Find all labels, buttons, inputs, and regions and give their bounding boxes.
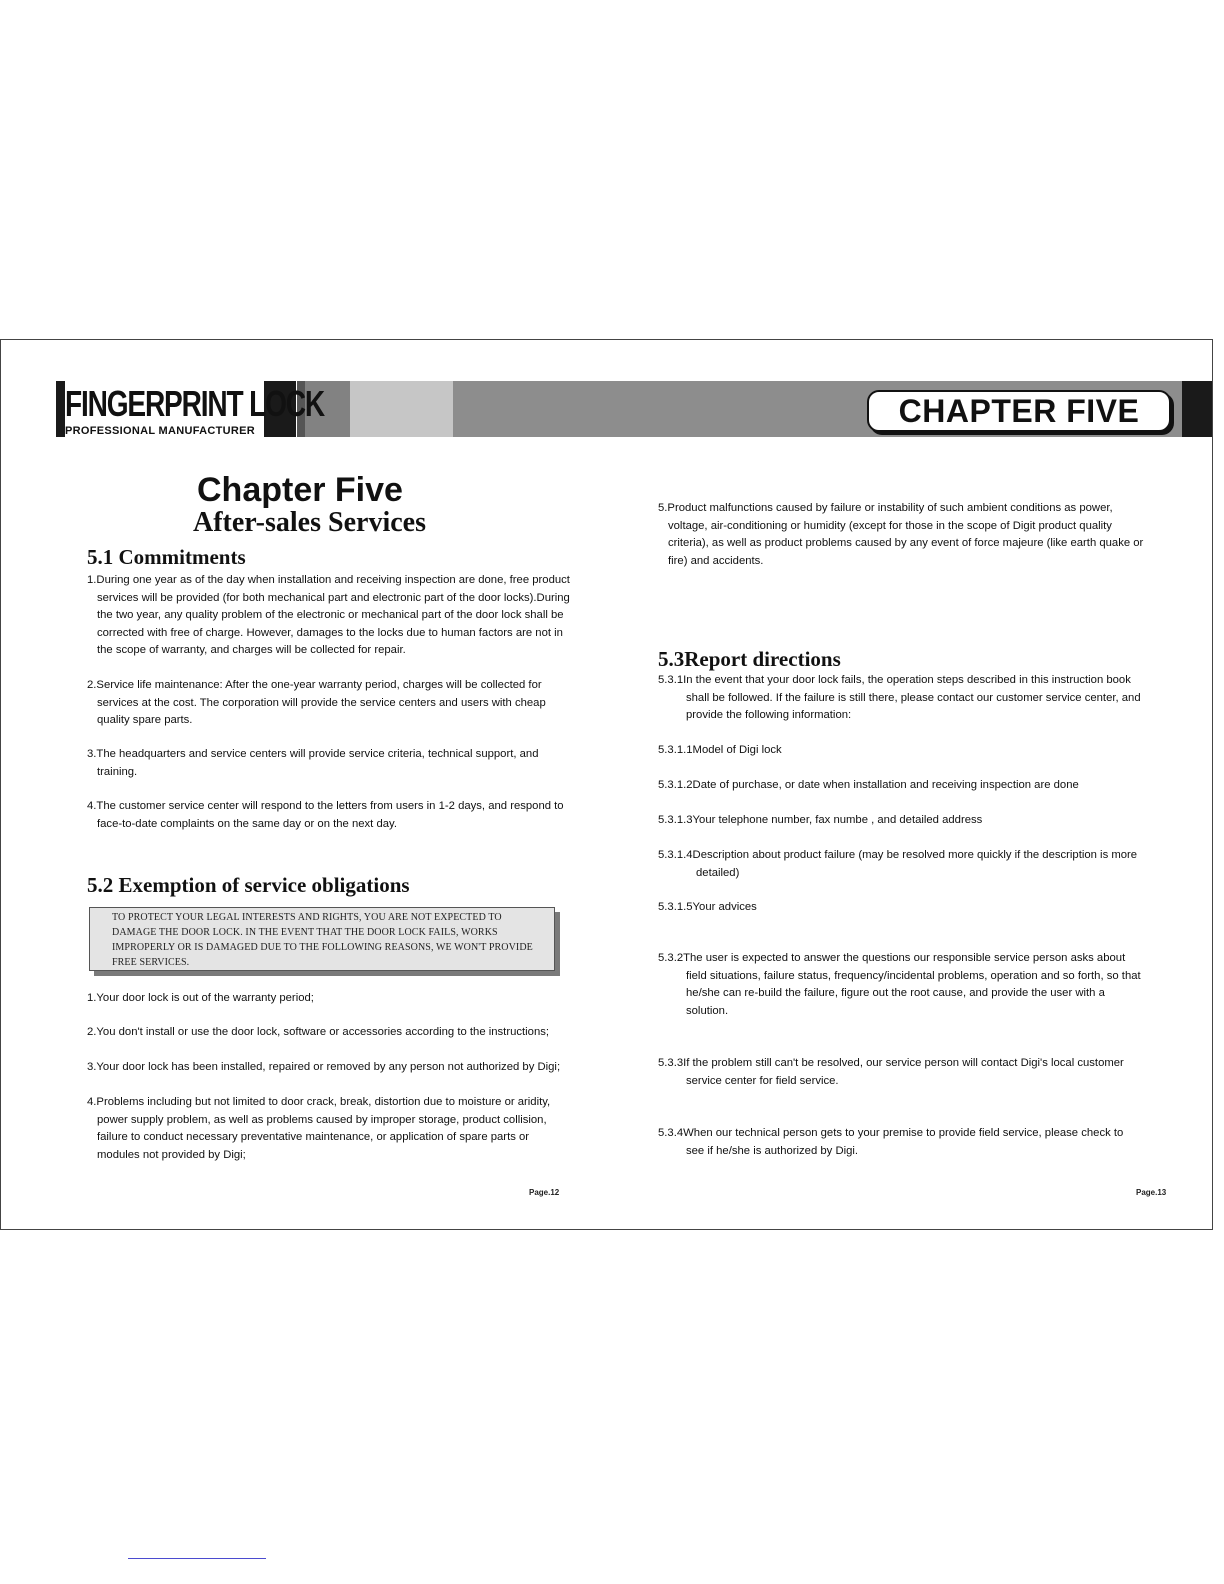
commitment-2: 2.Service life maintenance: After the one-year warranty period, charges will be collected for services at the cost. The corporation will provide the service centers and users with cheap quality spare parts. <box>87 679 546 726</box>
report-5-3-1-4: 5.3.1.4Description about product failure (may be resolved more quickly if the description is more detailed) <box>658 849 1138 879</box>
report-5-3-4: 5.3.4When our technical person gets to your premise to provide field service, please check to see if he/she is authorized by Digi. <box>658 1127 1124 1157</box>
brand-title: FINGERPRINT LOCK <box>65 383 324 424</box>
exemption-3: 3.Your door lock has been installed, repaired or removed by any person not authorized by Digi; <box>87 1061 561 1073</box>
commitment-3: 3.The headquarters and service centers will provide service criteria, technical support, and training. <box>87 748 539 778</box>
exemption-5: 5.Product malfunctions caused by failure or instability of such ambient conditions as power, voltage, air-conditioning or humidity (except for those in the scope of Digit product quality criteria), as well as product problems caused by any event of force majeure (like earth quake or fire) and accidents. <box>658 502 1144 567</box>
page-number-right: Page.13 <box>1136 1188 1167 1197</box>
report-5-3-3: 5.3.3If the problem still can't be resolved, our service person will contact Digi's local customer service center for field service. <box>658 1057 1124 1087</box>
band-right-block <box>1182 381 1212 437</box>
exemption-1: 1.Your door lock is out of the warranty period; <box>87 992 314 1004</box>
chapter-title: Chapter Five <box>197 471 403 509</box>
section-heading-5-2: 5.2 Exemption of service obligations <box>87 873 410 897</box>
exemption-2: 2.You don't install or use the door lock, software or accessories according to the instructions; <box>87 1026 550 1038</box>
booklet-spread <box>0 339 1213 1230</box>
warning-notice-box: TO PROTECT YOUR LEGAL INTERESTS AND RIGHTS, YOU ARE NOT EXPECTED TO DAMAGE THE DOOR LOCK. IN THE EVENT THAT THE DOOR LOCK FAILS, WORKS IMPROPERLY OR IS DAMAGED DUE TO THE FOLLOWING REASONS, WE WON'T PROVIDE FREE SERVICES. <box>89 907 555 971</box>
commitment-4: 4.The customer service center will respond to the letters from users in 1-2 days, and respond to face-to-date complaints on the same day or on the next day. <box>87 800 564 830</box>
chapter-subtitle: After-sales Services <box>193 507 426 538</box>
report-5-3-2: 5.3.2The user is expected to answer the questions our responsible service person asks about field situations, failure status, frequency/incidental problems, operation and so forth, so that he/she can re-build the failure, figure out the root cause, and provide the user with a solution. <box>658 952 1141 1017</box>
section-heading-5-3: 5.3Report directions <box>658 647 841 671</box>
exemption-4: 4.Problems including but not limited to door crack, break, distortion due to moisture or aridity, power supply problem, as well as problems caused by improper storage, product collision, failure to conduct necessary preventative maintenance, or application of spare parts or modules not provided by Digi; <box>87 1096 551 1161</box>
report-5-3-1-5: 5.3.1.5Your advices <box>658 901 757 913</box>
chapter-badge: CHAPTER FIVE <box>867 390 1171 432</box>
page-number-left: Page.12 <box>529 1188 560 1197</box>
section-heading-5-1: 5.1 Commitments <box>87 545 246 569</box>
brand-logo <box>65 384 397 437</box>
brand-subtitle: PROFESSIONAL MANUFACTURER <box>65 425 256 437</box>
report-5-3-1-3: 5.3.1.3Your telephone number, fax numbe , and detailed address <box>658 814 983 826</box>
report-5-3-1-2: 5.3.1.2Date of purchase, or date when installation and receiving inspection are done <box>658 779 1079 791</box>
band-blank <box>1 381 56 437</box>
bottom-underline <box>128 1558 266 1559</box>
report-5-3-1-1: 5.3.1.1Model of Digi lock <box>658 744 782 756</box>
report-5-3-1: 5.3.1In the event that your door lock fails, the operation steps described in this instruction book shall be followed. If the failure is still there, please contact our customer service center, and provide the following information: <box>658 674 1141 721</box>
band-dark-bar <box>56 381 65 437</box>
commitment-1: 1.During one year as of the day when installation and receiving inspection are done, free product services will be provided (for both mechanical part and electronic part of the door locks).During the two year, any quality problem of the electronic or mechanical part of the door lock shall be corrected with free of charge. However, damages to the locks due to human factors are not in the scope of warranty, and charges will be collected for repair. <box>87 574 570 656</box>
